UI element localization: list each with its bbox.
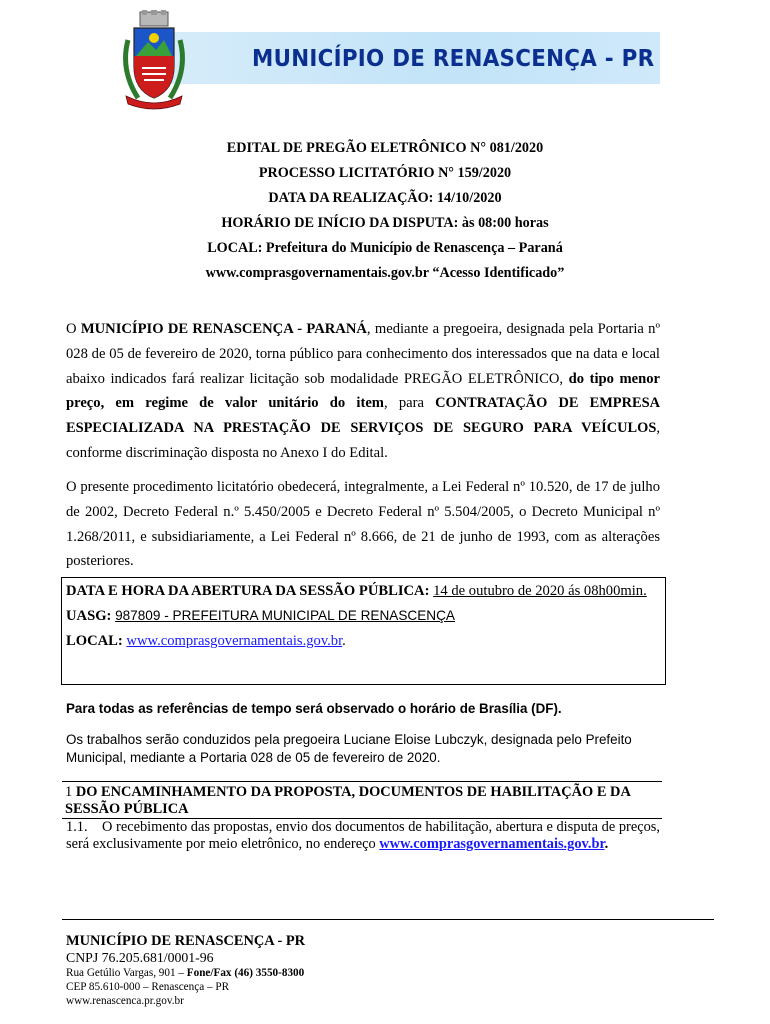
edital-title: EDITAL DE PREGÃO ELETRÔNICO N° 081/2020 — [226, 140, 544, 156]
processo-number: PROCESSO LICITATÓRIO N° 159/2020 — [258, 165, 512, 181]
legal-basis-paragraph: O presente procedimento licitatório obedecerá, integralmente, a Lei Federal nº 10.520, de 17 de julho de 2002, Decreto Federal n.º 5.450/2005 e Decreto Federal nº 5.504/2005, o Decreto Municipal nº 1.268/2011, e subsidiariamente, a Lei Federal nº 8.666, de 21 de junho de 1993, com as alterações posteriores. — [66, 479, 660, 570]
section-1-heading: 1 DO ENCAMINHAMENTO DA PROPOSTA, DOCUMENTOS DE HABILITAÇÃO E DA SESSÃO PÚBLICA — [62, 781, 662, 819]
footer-site: www.renascenca.pr.gov.br — [66, 995, 184, 1007]
footer-municipio: MUNICÍPIO DE RENASCENÇA - PR — [66, 933, 306, 949]
uasg-line: UASG: 987809 - PREFEITURA MUNICIPAL DE RENASCENÇA — [66, 607, 455, 624]
footer-address: Rua Getúlio Vargas, 901 – Fone/Fax (46) 3550-8300 — [66, 967, 305, 979]
session-datetime: DATA E HORA DA ABERTURA DA SESSÃO PÚBLICA: 14 de outubro de 2020 ás 08h00min. — [66, 583, 647, 599]
footer-cnpj: CNPJ 76.205.681/0001-96 — [66, 950, 214, 965]
portal-link[interactable]: www.comprasgovernamentais.gov.br — [126, 632, 343, 649]
tipo-menor-preco: do tipo menor preço, em regime de valor unitário do item — [66, 370, 660, 412]
item-1-1: 1.1. O recebimento das propostas, envio dos documentos de habilitação, abertura e disputa de preços, será exclusivamente por meio eletrônico, no endereço www.comprasgovernamentais.gov.br. — [66, 819, 661, 852]
disputa-start-time: HORÁRIO DE INÍCIO DA DISPUTA: às 08:00 horas — [221, 215, 549, 231]
coat-of-arms-icon — [118, 10, 190, 110]
footer-rule — [62, 919, 714, 920]
local-portal-line: LOCAL: www.comprasgovernamentais.gov.br. — [66, 632, 346, 649]
intro-paragraph: O MUNICÍPIO DE RENASCENÇA - PARANÁ, mediante a pregoeira, designada pela Portaria nº 028 de 05 de fevereiro de 2020, torna público para conhecimento dos interessados que na data e local abaixo indicados fará realizar licitação sob modalidade PREGÃO ELETRÔNICO, do tipo menor preço, em regime de valor unitário do item, para CONTRATAÇÃO DE EMPRESA ESPECIALIZADA NA PRESTAÇÃO DE SERVIÇOS DE SEGURO PARA VEÍCULOS, conforme discriminação disposta no Anexo I do Edital. — [66, 321, 660, 461]
header-banner — [66, 10, 660, 122]
realizacao-date: DATA DA REALIZAÇÃO: 14/10/2020 — [268, 190, 502, 206]
item-portal-link[interactable]: www.comprasgovernamentais.gov.br — [379, 836, 605, 852]
footer-cep: CEP 85.610-000 – Renascença – PR — [66, 981, 230, 993]
brasilia-time-note: Para todas as referências de tempo será observado o horário de Brasília (DF). — [66, 701, 562, 716]
portal-line: www.comprasgovernamentais.gov.br “Acesso Identificado” — [205, 265, 565, 281]
pregoeira-note: Os trabalhos serão conduzidos pela pregoeira Luciane Eloise Lubczyk, designada pelo Prefeito Municipal, mediante a Portaria 028 de 05 de fevereiro de 2020. — [66, 732, 632, 765]
objeto-contratacao: CONTRATAÇÃO DE EMPRESA ESPECIALIZADA NA PRESTAÇÃO DE SERVIÇOS DE SEGURO PARA VEÍCULOS — [66, 395, 660, 437]
municipio-name: MUNICÍPIO DE RENASCENÇA - PARANÁ — [80, 321, 367, 337]
session-info-box — [61, 577, 666, 685]
banner-title: MUNICÍPIO DE RENASCENÇA - PR — [252, 46, 655, 72]
local-line: LOCAL: Prefeitura do Município de Renascença – Paraná — [207, 240, 563, 256]
